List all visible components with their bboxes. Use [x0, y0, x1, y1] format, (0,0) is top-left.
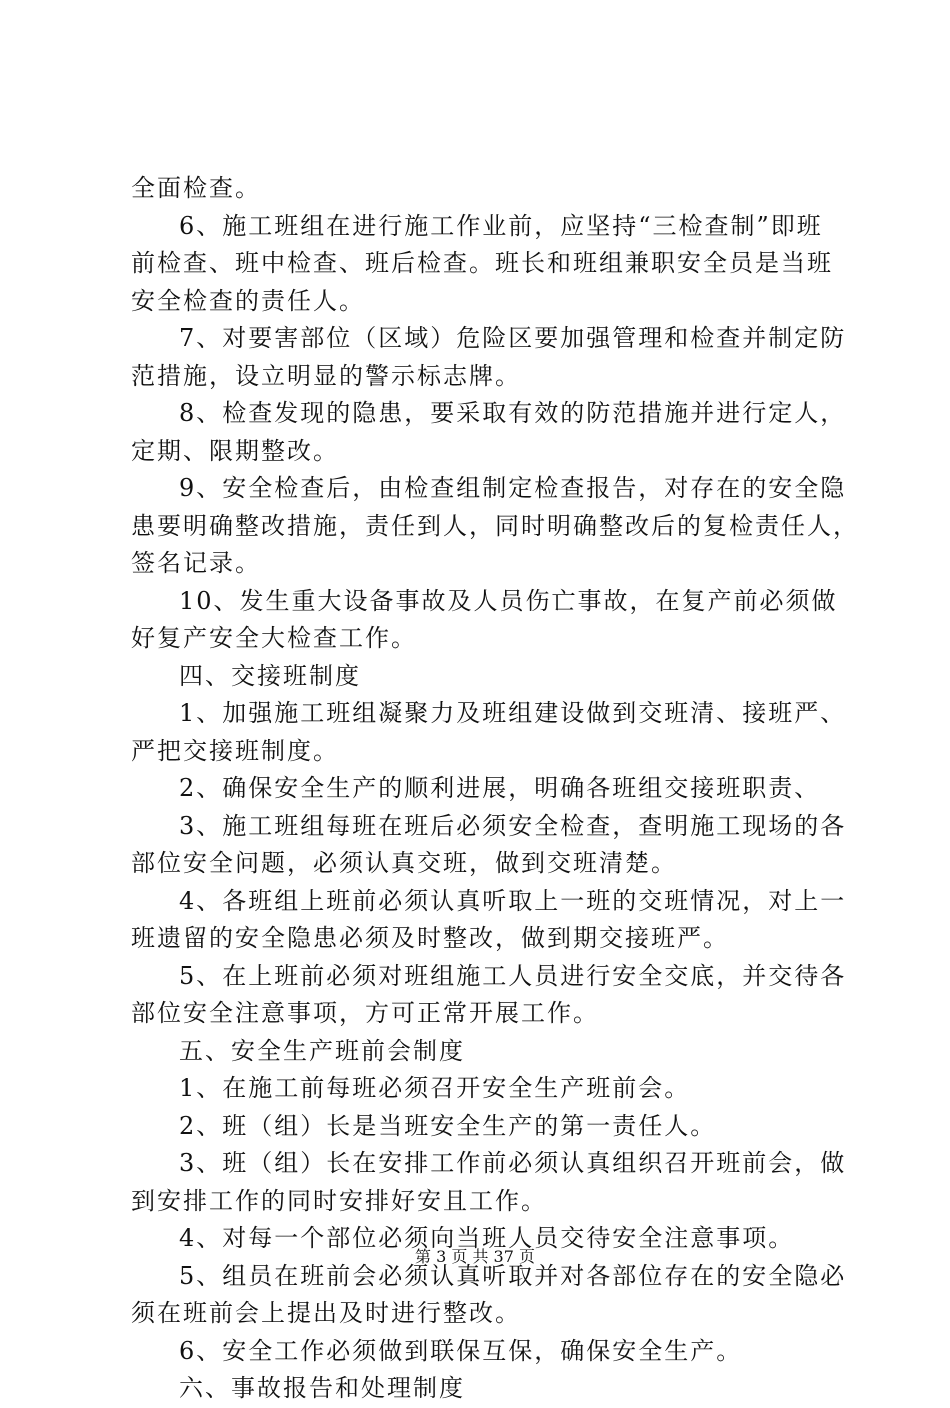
text-line: 范措施，设立明显的警示标志牌。 [131, 361, 521, 390]
text-line: 6、施工班组在进行施工作业前，应坚持“三检查制”即班 [179, 211, 823, 240]
text-line: 4、对每一个部位必须向当班人员交待安全注意事项。 [179, 1224, 795, 1252]
text-line: 3、施工班组每班在班后必须安全检查，查明施工现场的各 [179, 811, 847, 840]
document-body [131, 170, 859, 1408]
text-line: 8、检查发现的隐患，要采取有效的防范措施并进行定人， [179, 399, 847, 427]
text-line: 定期、限期整改。 [131, 436, 339, 465]
text-line: 1、加强施工班组凝聚力及班组建设做到交班清、接班严、 [179, 699, 847, 727]
text-line: 3、班（组）长在安排工作前必须认真组织召开班前会，做 [179, 1149, 847, 1177]
text-line: 班遗留的安全隐患必须及时整改，做到期交接班严。 [131, 924, 729, 952]
text-line: 好复产安全大检查工作。 [131, 624, 417, 652]
text-line: 5、组员在班前会必须认真听取并对各部位存在的安全隐必 [179, 1261, 847, 1290]
text-line: 部位安全注意事项，方可正常开展工作。 [131, 999, 599, 1027]
text-line: 4、各班组上班前必须认真听取上一班的交班情况，对上一 [179, 886, 847, 915]
text-line: 患要明确整改措施，责任到人，同时明确整改后的复检责任人， [131, 511, 859, 540]
text-line: 2、班（组）长是当班安全生产的第一责任人。 [179, 1111, 717, 1140]
text-line: 10、发生重大设备事故及人员伤亡事故，在复产前必须做 [179, 586, 838, 615]
text-line: 9、安全检查后，由检查组制定检查报告，对存在的安全隐 [179, 474, 847, 502]
text-line: 部位安全问题，必须认真交班，做到交班清楚。 [131, 849, 677, 877]
page-footer: 第 3 页 共 37 页 [415, 1247, 535, 1266]
text-line: 5、在上班前必须对班组施工人员进行安全交底，并交待各 [179, 961, 847, 990]
text-line: 全面检查。 [131, 174, 261, 202]
text-line: 须在班前会上提出及时进行整改。 [131, 1299, 521, 1327]
text-line: 签名记录。 [131, 549, 261, 577]
text-line: 四、交接班制度 [179, 661, 361, 690]
text-line: 6、安全工作必须做到联保互保，确保安全生产。 [179, 1336, 743, 1365]
text-line: 安全检查的责任人。 [131, 286, 365, 315]
text-line: 到安排工作的同时安排好安且工作。 [131, 1186, 547, 1215]
text-line: 五、安全生产班前会制度 [179, 1036, 465, 1065]
text-line: 六、事故报告和处理制度 [179, 1374, 465, 1402]
text-line: 前检查、班中检查、班后检查。班长和班组兼职安全员是当班 [131, 249, 833, 277]
text-line: 2、确保安全生产的顺利进展，明确各班组交接班职责、 [179, 774, 821, 802]
text-line: 1、在施工前每班必须召开安全生产班前会。 [179, 1074, 691, 1102]
text-line: 严把交接班制度。 [131, 736, 339, 765]
text-line: 7、对要害部位（区域）危险区要加强管理和检查并制定防 [179, 324, 847, 352]
